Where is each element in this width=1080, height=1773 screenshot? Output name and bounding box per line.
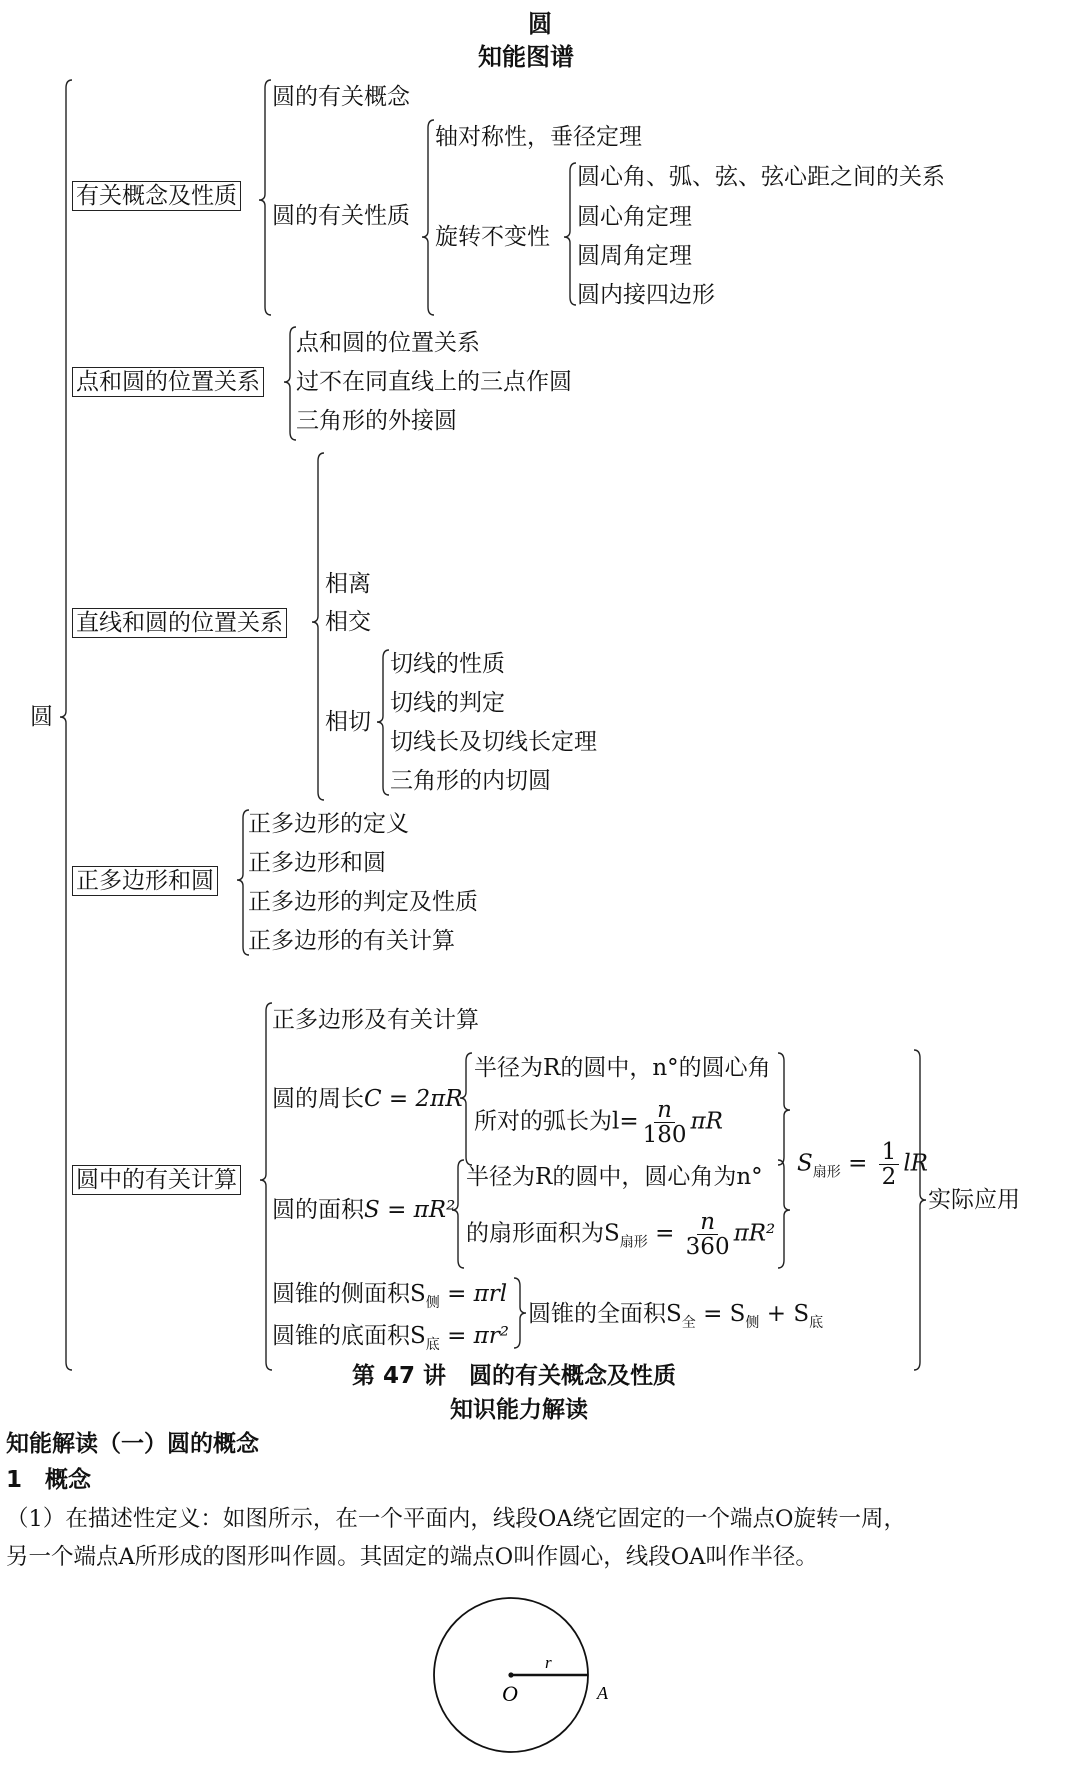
rot-item: 圆周角定理 — [577, 243, 692, 269]
node-polygon-calc: 正多边形及有关计算 — [272, 1007, 479, 1033]
left-brace — [260, 1003, 272, 1370]
left-brace — [284, 327, 296, 440]
cone-total: 圆锥的全面积$S_全 = S_侧 + S_底$ — [528, 1301, 824, 1331]
right-brace — [778, 1160, 790, 1268]
point-item: 过不在同直线上的三点作圆 — [296, 369, 572, 395]
node-tangent: 相切 — [325, 709, 371, 735]
polygon-item: 正多边形和圆 — [248, 850, 386, 876]
rot-item: 圆心角、弧、弦、弦心距之间的关系 — [577, 164, 945, 190]
node-axial-symmetry: 轴对称性，垂径定理 — [435, 124, 642, 150]
arc-line-1: 半径为R的圆中，n°的圆心角 — [474, 1055, 771, 1081]
left-brace — [259, 80, 271, 315]
page-subtitle: 知能图谱 — [478, 43, 574, 71]
left-brace — [60, 80, 72, 1370]
polygon-item: 正多边形的判定及性质 — [248, 889, 478, 915]
map-root: 圆 — [30, 704, 53, 730]
point-item: 点和圆的位置关系 — [296, 330, 480, 356]
sector-line-2: 的扇形面积为$S_{扇形}$ = $\frac{n}{360}$ πR² — [466, 1209, 776, 1260]
node-circumference: 圆的周长C = 2πR — [272, 1086, 463, 1112]
right-brace — [778, 1053, 790, 1165]
paragraph-line: （1）在描述性定义：如图所示，在一个平面内，线段OA绕它固定的一个端点O旋转一周， — [6, 1506, 906, 1532]
branch-line-circle: 直线和圆的位置关系 — [72, 608, 287, 638]
arc-line-2: 所对的弧长为l= $\frac{n}{180}$ πR — [474, 1097, 723, 1148]
node-circle-concepts: 圆的有关概念 — [272, 84, 410, 110]
sector-alt-formula: $S_{扇形}$ = $\frac{1}{2}$ lR — [797, 1139, 928, 1190]
right-brace — [914, 1050, 926, 1370]
point-item: 三角形的外接圆 — [296, 408, 457, 434]
sector-alt-fraction: $\frac{1}{2}$ — [879, 1140, 900, 1189]
lecture-subtitle: 知识能力解读 — [450, 1397, 588, 1423]
tangent-item: 切线长及切线长定理 — [390, 729, 597, 755]
polygon-item: 正多边形的定义 — [248, 811, 409, 837]
left-brace — [377, 650, 389, 795]
page-title: 圆 — [528, 10, 552, 38]
rot-item: 圆内接四边形 — [577, 282, 715, 308]
node-area: 圆的面积S = πR² — [272, 1197, 456, 1223]
subsection-heading: 1 概念 — [6, 1467, 92, 1493]
node-rotation-invariance: 旋转不变性 — [435, 224, 550, 250]
left-brace — [564, 163, 576, 305]
cone-base: 圆锥的底面积$S_底 = \pi r^2$ — [272, 1323, 509, 1353]
section-heading: 知能解读（一）圆的概念 — [6, 1431, 259, 1457]
node-intersect: 相交 — [325, 609, 371, 635]
paragraph-line: 另一个端点A所形成的图形叫作圆。其固定的端点O叫作圆心，线段OA叫作半径。 — [6, 1544, 818, 1570]
tangent-item: 三角形的内切圆 — [390, 768, 551, 794]
branch-concepts-properties: 有关概念及性质 — [72, 181, 241, 211]
tangent-item: 切线的判定 — [390, 690, 505, 716]
left-brace — [422, 120, 434, 315]
center-label: O — [502, 1681, 518, 1706]
branch-polygon-circle: 正多边形和圆 — [72, 866, 218, 896]
node-application: 实际应用 — [928, 1187, 1020, 1213]
lecture-title: 第 47 讲 圆的有关概念及性质 — [352, 1363, 677, 1389]
point-label: A — [597, 1683, 608, 1703]
cone-side: 圆锥的侧面积$S_侧 = \pi rl$ — [272, 1281, 508, 1311]
branch-calculations: 圆中的有关计算 — [72, 1165, 241, 1195]
rot-item: 圆心角定理 — [577, 204, 692, 230]
circle-figure — [420, 1590, 660, 1770]
arc-fraction: $\frac{n}{180}$ — [642, 1097, 687, 1148]
sector-fraction: $\frac{n}{360}$ — [685, 1209, 730, 1260]
node-circle-properties: 圆的有关性质 — [272, 203, 410, 229]
branch-point-circle: 点和圆的位置关系 — [72, 367, 264, 397]
polygon-item: 正多边形的有关计算 — [248, 928, 455, 954]
right-brace — [514, 1278, 526, 1348]
tangent-item: 切线的性质 — [390, 651, 505, 677]
left-brace — [312, 453, 324, 800]
sector-line-1: 半径为R的圆中，圆心角为n° — [466, 1164, 763, 1190]
radius-label: r — [545, 1653, 552, 1672]
node-separate: 相离 — [325, 571, 371, 597]
